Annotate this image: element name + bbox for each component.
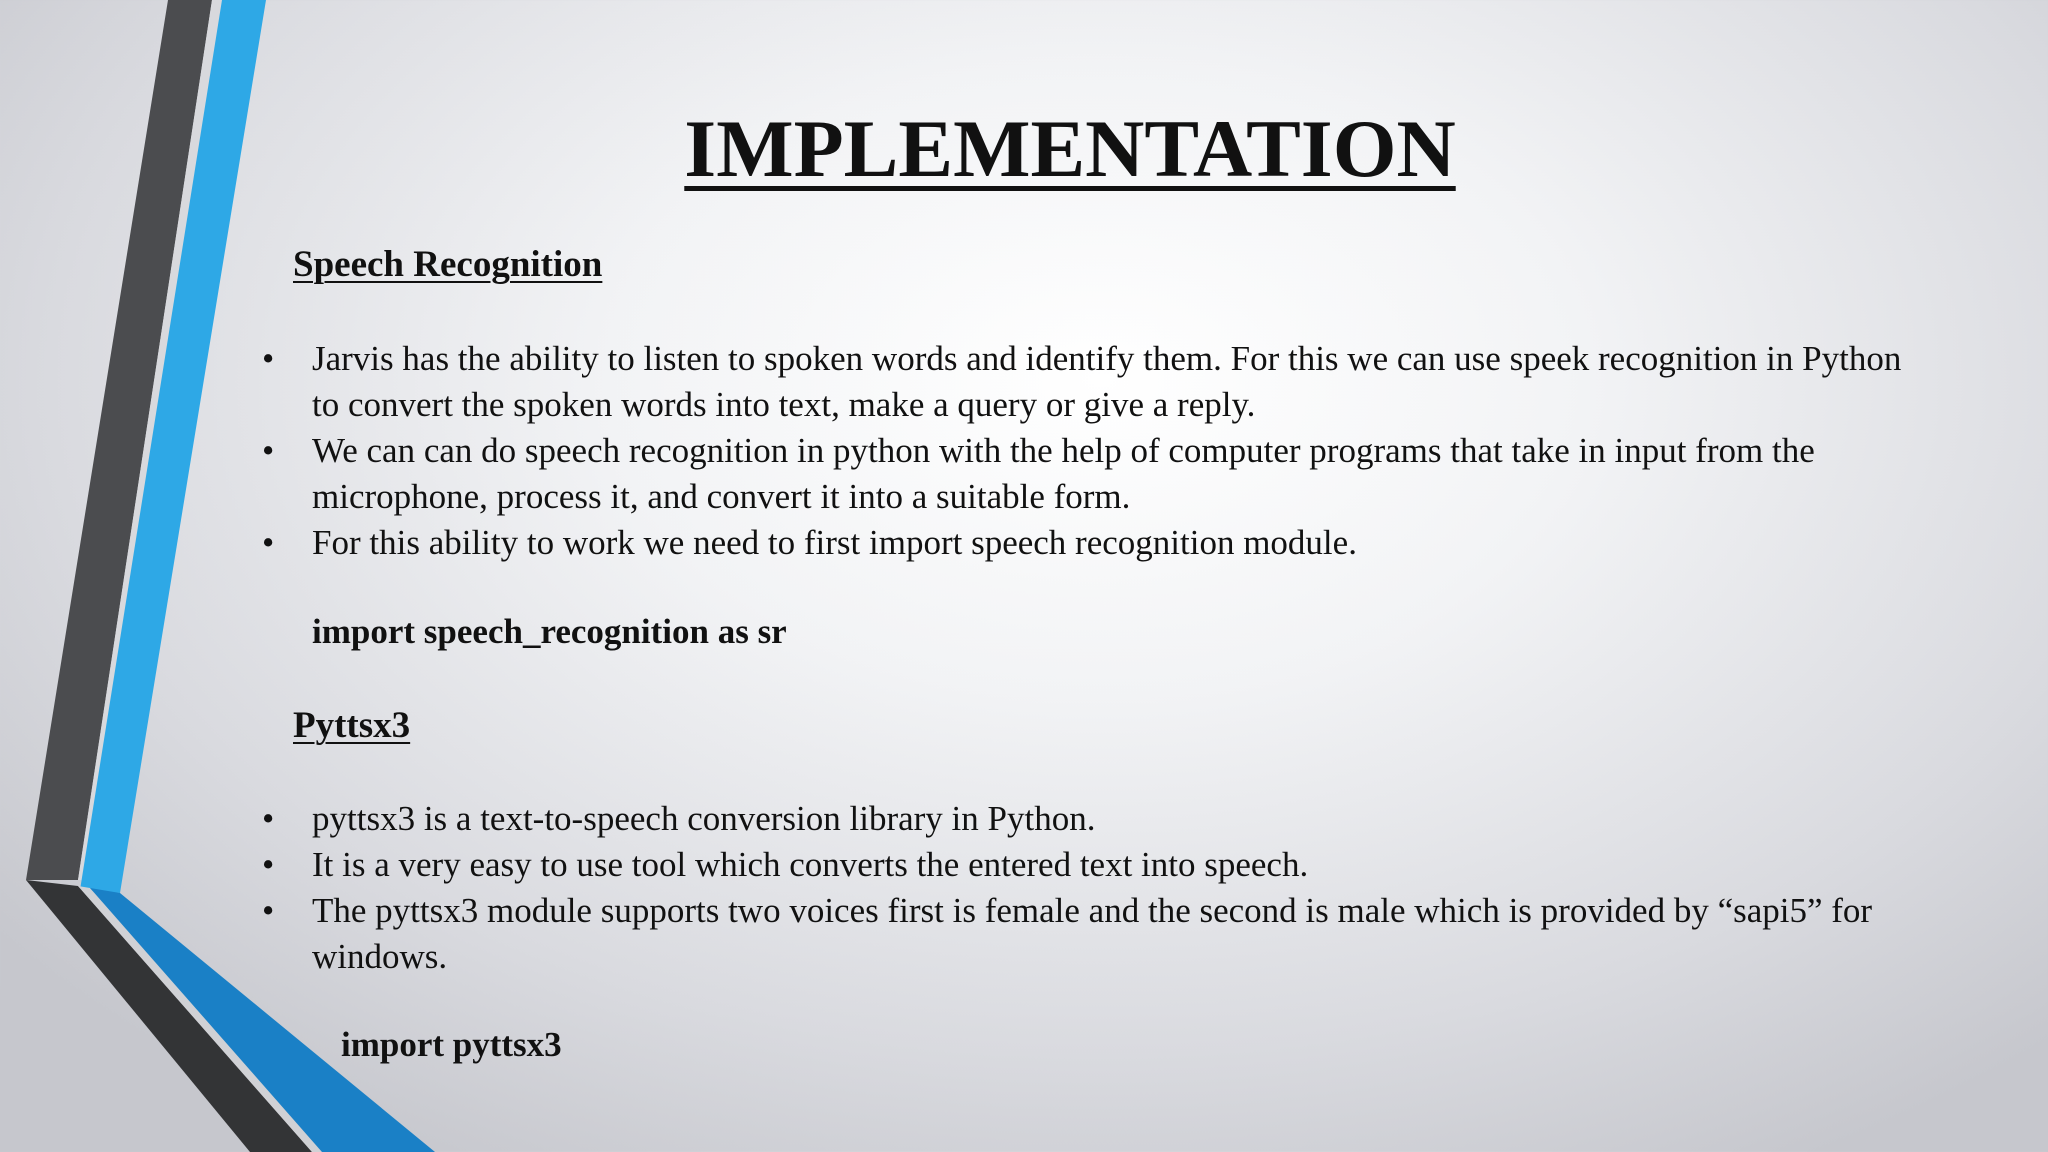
code-import-pyttsx3: import pyttsx3 <box>341 1025 562 1064</box>
list-item: • Jarvis has the ability to listen to spoken words and identify them. For this we can use speek recognition in Python to convert the spoken words into text, make a query or give a reply. <box>262 339 1902 424</box>
list-item: • For this ability to work we need to first import speech recognition module. <box>262 523 1357 562</box>
list-item: • We can can do speech recognition in python with the help of computer programs that take in input from the microphone, process it, and convert it into a suitable form. <box>262 431 1815 516</box>
section-heading-speech-recognition: Speech Recognition <box>293 244 603 285</box>
speech-recognition-bullets <box>262 336 1922 566</box>
list-item: • The pyttsx3 module supports two voices first is female and the second is male which is provided by “sapi5” for windows. <box>262 891 1873 976</box>
section-heading-pyttsx3: Pyttsx3 <box>293 705 411 746</box>
slide-title: IMPLEMENTATION <box>684 103 1456 194</box>
list-item: • pyttsx3 is a text-to-speech conversion library in Python. <box>262 799 1096 838</box>
pyttsx3-bullets <box>262 796 1922 980</box>
code-import-speech-recognition: import speech_recognition as sr <box>312 612 787 651</box>
list-item: • It is a very easy to use tool which converts the entered text into speech. <box>262 845 1309 884</box>
